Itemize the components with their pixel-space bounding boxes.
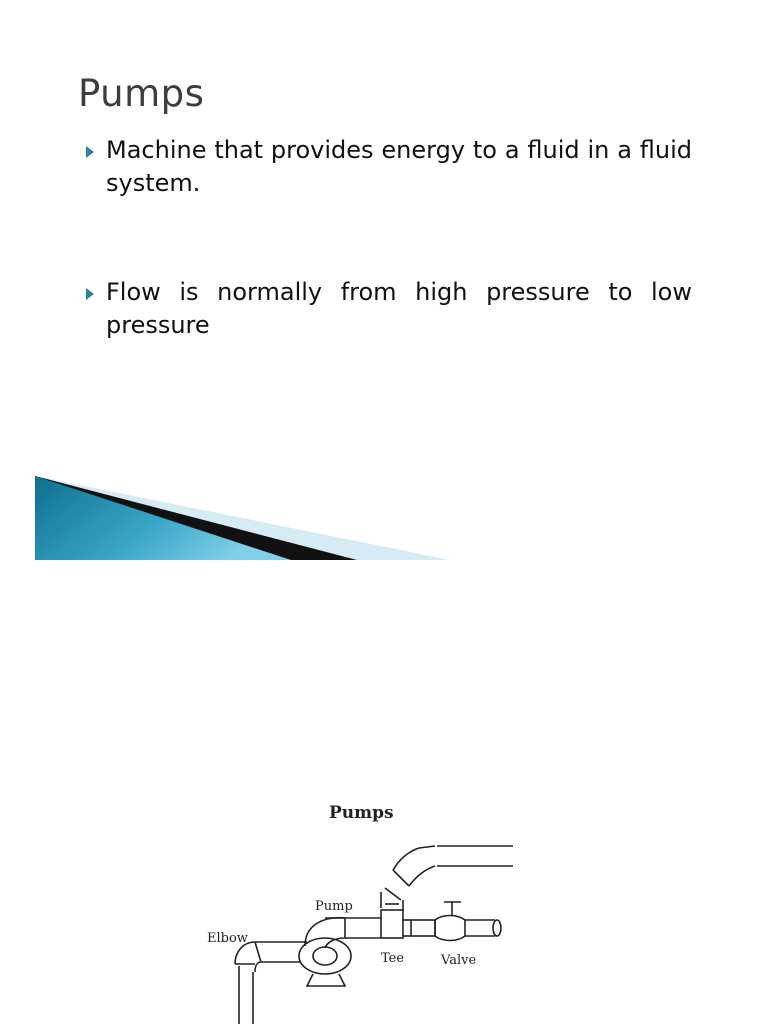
- bullet-list: [82, 134, 692, 342]
- label-elbow: Elbow: [207, 931, 248, 946]
- label-tee: Tee: [381, 951, 405, 966]
- label-valve: Valve: [441, 953, 477, 968]
- triangle-bullet-icon: [86, 146, 94, 158]
- triangle-bullet-icon: [86, 288, 94, 300]
- bullet-item: [82, 276, 692, 342]
- pump-system-diagram: [195, 796, 525, 1024]
- label-pump: Pump: [315, 899, 353, 914]
- bullet-item: [82, 134, 692, 200]
- diagram-title: Pumps: [329, 803, 394, 823]
- bullet-text: Machine that provides energy to a fluid in a fluid system.: [106, 136, 692, 197]
- bullet-text: Flow is normally from high pressure to low pressure: [106, 278, 692, 339]
- decorative-banner: [35, 476, 455, 562]
- slide-title: Pumps: [78, 72, 205, 115]
